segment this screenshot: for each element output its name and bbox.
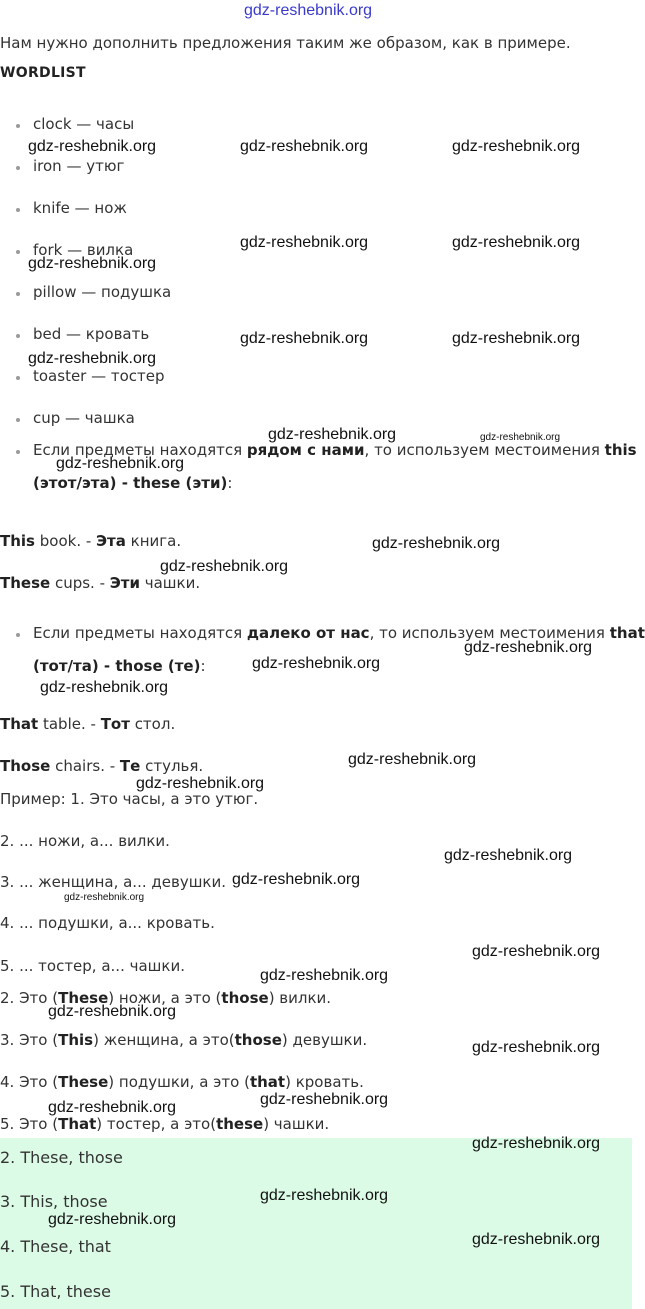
answer-item: 3. This, those [0, 1192, 108, 1211]
list-item: bed — кровать [33, 325, 150, 343]
bullet-icon [16, 633, 20, 637]
bullet-icon [16, 250, 20, 254]
list-item: cup — чашка [33, 409, 135, 427]
watermark: gdz-reshebnik.org [64, 892, 145, 903]
watermark: gdz-reshebnik.org [56, 455, 185, 472]
answer-item: 5. That, these [0, 1282, 111, 1301]
watermark: gdz-reshebnik.org [444, 847, 573, 864]
watermark: gdz-reshebnik.org [452, 330, 581, 347]
filled-sentence: 3. Это (This) женщина, а это(those) девушки. [0, 1031, 368, 1049]
watermark-top: gdz-reshebnik.org [244, 2, 373, 19]
watermark: gdz-reshebnik.org [28, 138, 157, 155]
task-item: 4. ... подушки, а... кровать. [0, 914, 215, 932]
watermark: gdz-reshebnik.org [260, 1091, 389, 1108]
answer-item: 4. These, that [0, 1237, 111, 1256]
filled-sentence: 4. Это (These) подушки, а это (that) кровать. [0, 1073, 364, 1091]
watermark: gdz-reshebnik.org [232, 871, 361, 888]
watermark: gdz-reshebnik.org [268, 426, 397, 443]
bullet-icon [16, 124, 20, 128]
watermark: gdz-reshebnik.org [472, 1039, 601, 1056]
watermark: gdz-reshebnik.org [28, 350, 157, 367]
watermark: gdz-reshebnik.org [40, 679, 169, 696]
watermark: gdz-reshebnik.org [136, 775, 265, 792]
watermark: gdz-reshebnik.org [452, 138, 581, 155]
task-item: 5. ... тостер, а... чашки. [0, 957, 185, 975]
watermark: gdz-reshebnik.org [252, 655, 381, 672]
watermark: gdz-reshebnik.org [472, 1135, 601, 1152]
bullet-icon [16, 208, 20, 212]
far-example: That table. - Тот стол. [0, 715, 176, 733]
watermark: gdz-reshebnik.org [48, 1099, 177, 1116]
list-item: knife — нож [33, 199, 127, 217]
wordlist-heading: WORDLIST [0, 65, 86, 81]
example-line: Пример: 1. Это часы, а это утюг. [0, 790, 259, 808]
near-example: These cups. - Эти чашки. [0, 574, 201, 592]
answer-item: 2. These, those [0, 1148, 123, 1167]
watermark: gdz-reshebnik.org [452, 234, 581, 251]
near-example: This book. - Эта книга. [0, 532, 182, 550]
list-item: fork — вилка [33, 241, 134, 259]
filled-sentence: 5. Это (That) тостер, а это(these) чашки. [0, 1115, 330, 1133]
watermark: gdz-reshebnik.org [240, 234, 369, 251]
watermark: gdz-reshebnik.org [240, 330, 369, 347]
rule-near-line2: (этот/эта) - these (эти): [33, 474, 233, 492]
list-item: iron — утюг [33, 157, 125, 175]
far-example: Those chairs. - Те стулья. [0, 757, 204, 775]
list-item: clock — часы [33, 115, 135, 133]
watermark: gdz-reshebnik.org [260, 1187, 389, 1204]
bullet-icon [16, 334, 20, 338]
filled-sentence: 2. Это (These) ножи, а это (those) вилки. [0, 989, 332, 1007]
watermark: gdz-reshebnik.org [480, 432, 561, 443]
watermark: gdz-reshebnik.org [464, 639, 593, 656]
rule-near-line1: Если предметы находятся рядом с нами, то используем местоимения this [33, 441, 637, 459]
watermark: gdz-reshebnik.org [160, 558, 289, 575]
watermark: gdz-reshebnik.org [240, 138, 369, 155]
rule-far-line1: Если предметы находятся далеко от нас, то используем местоимения that [33, 624, 645, 642]
bullet-icon [16, 292, 20, 296]
intro-text: Нам нужно дополнить предложения таким же образом, как в примере. [0, 34, 571, 52]
watermark: gdz-reshebnik.org [28, 255, 157, 272]
watermark: gdz-reshebnik.org [372, 535, 501, 552]
bullet-icon [16, 418, 20, 422]
bullet-icon [16, 376, 20, 380]
watermark: gdz-reshebnik.org [348, 751, 477, 768]
task-item: 3. ... женщина, а... девушки. [0, 873, 226, 891]
watermark: gdz-reshebnik.org [48, 1211, 177, 1228]
bullet-icon [16, 166, 20, 170]
watermark: gdz-reshebnik.org [48, 1003, 177, 1020]
watermark: gdz-reshebnik.org [260, 967, 389, 984]
watermark: gdz-reshebnik.org [472, 1231, 601, 1248]
watermark: gdz-reshebnik.org [472, 943, 601, 960]
task-item: 2. ... ножи, а... вилки. [0, 832, 170, 850]
list-item: toaster — тостер [33, 367, 165, 385]
bullet-icon [16, 450, 20, 454]
list-item: pillow — подушка [33, 283, 172, 301]
rule-far-line2: (тот/та) - those (те): [33, 657, 206, 675]
